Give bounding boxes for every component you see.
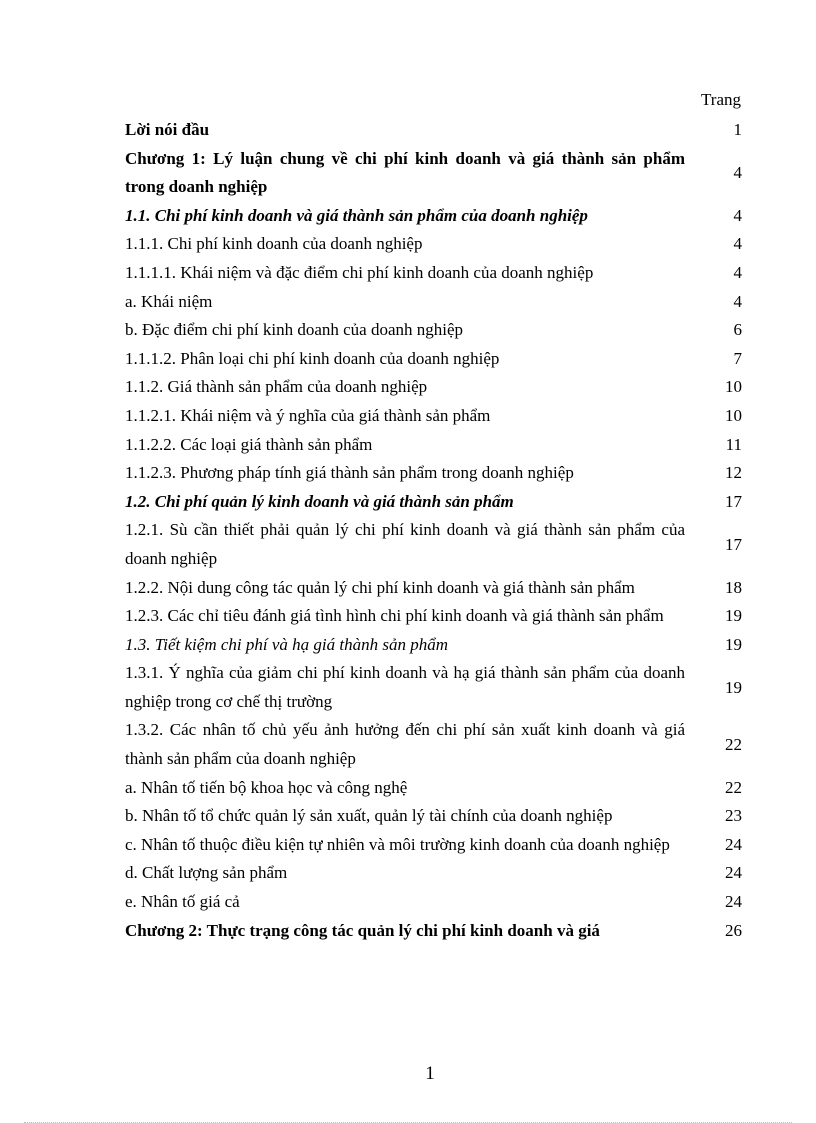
toc-entry — [125, 402, 745, 431]
toc-entry — [125, 716, 745, 773]
toc-entry-title: b. Nhân tố tổ chức quản lý sản xuất, quản lý tài chính của doanh nghiệp — [125, 806, 613, 826]
toc-entry — [125, 659, 745, 716]
page-column-header: Trang — [701, 90, 741, 109]
toc-entry — [125, 230, 745, 259]
toc-entry-page: 17 — [725, 534, 742, 554]
toc-entry-page: 12 — [725, 463, 742, 483]
toc-entry-title: d. Chất lượng sản phẩm — [125, 863, 288, 883]
toc-entry-title: 1.1.1.2. Phân loại chi phí kinh doanh của doanh nghiệp — [125, 348, 500, 368]
toc-entry-title: Lời nói đầu — [125, 120, 210, 139]
toc-entry-page: 26 — [725, 920, 742, 940]
toc-entry-title: 1.1.1. Chi phí kinh doanh của doanh nghiệp — [125, 234, 423, 254]
toc-entry — [125, 259, 745, 288]
toc-entry — [125, 345, 745, 374]
toc-entry-page: 4 — [733, 262, 742, 282]
toc-entry-page: 24 — [725, 863, 742, 883]
toc-entry-title: 1.1.1.1. Khái niệm và đặc điểm chi phí kinh doanh của doanh nghiệp — [125, 262, 594, 282]
toc-entry-page: 4 — [733, 291, 742, 311]
toc-entry-page: 11 — [725, 434, 742, 454]
toc-entry-page: 19 — [725, 606, 742, 626]
table-of-contents — [125, 116, 745, 945]
toc-entry-title: 1.2. Chi phí quản lý kinh doanh và giá thành sản phẩm — [125, 491, 514, 511]
toc-entry — [125, 316, 745, 345]
toc-entry — [125, 116, 745, 145]
toc-entry-page: 4 — [733, 162, 742, 182]
toc-entry-page: 17 — [725, 491, 742, 511]
toc-entry — [125, 631, 745, 660]
toc-entry — [125, 145, 745, 202]
toc-entry-page: 24 — [725, 834, 742, 854]
toc-entry-title: 1.2.1. Sù cần thiết phải quản lý chi phí kinh doanh và giá thành sản phẩm của doanh nghiệp — [125, 520, 685, 568]
toc-entry-page: 23 — [725, 806, 742, 826]
toc-entry — [125, 459, 745, 488]
toc-entry-page: 22 — [725, 734, 742, 754]
toc-entry-page: 6 — [733, 320, 742, 340]
toc-entry-page: 19 — [725, 677, 742, 697]
toc-entry-page: 4 — [733, 205, 742, 225]
toc-entry-title: 1.3.2. Các nhân tố chủ yếu ảnh hưởng đến chi phí sản xuất kinh doanh và giá thành sản phẩm của doanh nghiệp — [125, 720, 685, 769]
toc-entry — [125, 202, 745, 231]
toc-entry-title: 1.1.2.3. Phương pháp tính giá thành sản phẩm trong doanh nghiệp — [125, 463, 574, 483]
toc-entry-title: 1.3. Tiết kiệm chi phí và hạ giá thành sản phẩm — [125, 634, 448, 654]
toc-entry-page: 22 — [725, 777, 742, 797]
toc-entry — [125, 431, 745, 460]
toc-entry-title: 1.1.2.2. Các loại giá thành sản phẩm — [125, 434, 373, 454]
toc-entry-title: c. Nhân tố thuộc điều kiện tự nhiên và môi trường kinh doanh của doanh nghiệp — [125, 834, 670, 854]
toc-entry-title: 1.2.2. Nội dung công tác quản lý chi phí kinh doanh và giá thành sản phẩm — [125, 577, 635, 597]
toc-entry — [125, 288, 745, 317]
toc-entry — [125, 888, 745, 917]
toc-entry-title: a. Khái niệm — [125, 291, 213, 311]
toc-entry-title: 1.3.1. Ý nghĩa của giảm chi phí kinh doanh và hạ giá thành sản phẩm của doanh nghiệp trong cơ chế thị trường — [125, 663, 685, 711]
toc-entry-title: Chương 2: Thực trạng công tác quản lý chi phí kinh doanh và giá — [125, 920, 600, 940]
toc-entry — [125, 516, 745, 573]
toc-entry-title: 1.1. Chi phí kinh doanh và giá thành sản phẩm của doanh nghiệp — [125, 205, 588, 225]
toc-entry-page: 24 — [725, 892, 742, 912]
toc-entry-title: e. Nhân tố giá cả — [125, 892, 240, 912]
toc-entry-title: 1.2.3. Các chỉ tiêu đánh giá tình hình chi phí kinh doanh và giá thành sản phẩm — [125, 606, 664, 626]
toc-entry-page: 7 — [733, 348, 742, 368]
toc-entry-page: 4 — [733, 234, 742, 254]
toc-entry-title: b. Đặc điểm chi phí kinh doanh của doanh nghiệp — [125, 320, 464, 340]
toc-entry — [125, 602, 745, 631]
toc-entry — [125, 859, 745, 888]
toc-entry — [125, 774, 745, 803]
toc-entry — [125, 574, 745, 603]
toc-entry-title: 1.1.2. Giá thành sản phẩm của doanh nghiệp — [125, 377, 428, 397]
toc-entry — [125, 831, 745, 860]
toc-entry-page: 10 — [725, 405, 742, 425]
toc-entry — [125, 488, 745, 517]
toc-entry-page: 1 — [733, 120, 742, 139]
toc-entry-page: 19 — [725, 634, 742, 654]
toc-entry-title: a. Nhân tố tiến bộ khoa học và công nghệ — [125, 777, 408, 797]
toc-entry — [125, 802, 745, 831]
toc-entry — [125, 917, 745, 946]
toc-entry-title: Chương 1: Lý luận chung về chi phí kinh doanh và giá thành sản phẩm trong doanh nghiệp — [125, 148, 685, 197]
toc-entry-page: 10 — [725, 377, 742, 397]
toc-entry — [125, 373, 745, 402]
toc-entry-page: 18 — [725, 577, 742, 597]
toc-entry-title: 1.1.2.1. Khái niệm và ý nghĩa của giá thành sản phẩm — [125, 405, 491, 425]
page-number: 1 — [425, 1063, 435, 1084]
